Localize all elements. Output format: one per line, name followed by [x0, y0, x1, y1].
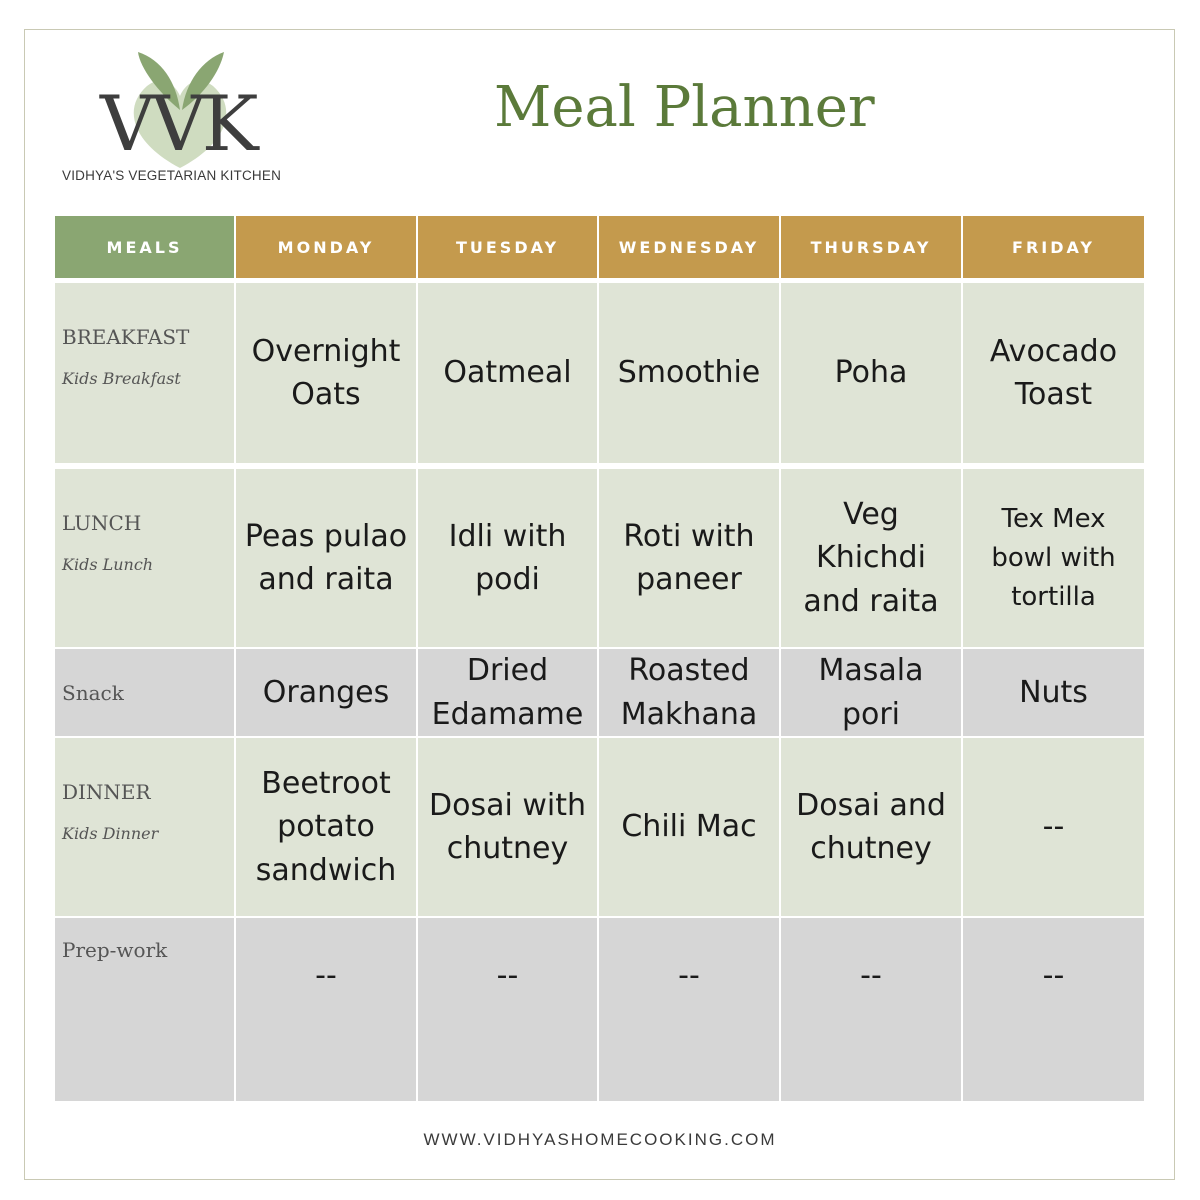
meal-cell: Peas pulao and raita [236, 469, 416, 647]
meal-cell: -- [236, 918, 416, 1101]
header-day: TUESDAY [418, 216, 597, 278]
meal-cell: Overnight Oats [236, 283, 416, 463]
meal-table [55, 216, 1144, 1101]
header-day: MONDAY [236, 216, 416, 278]
logo-subtitle: VIDHYA'S VEGETARIAN KITCHEN [62, 168, 282, 183]
meal-cell: Oranges [236, 649, 416, 736]
header-day: WEDNESDAY [599, 216, 779, 278]
meal-cell: Roti with paneer [599, 469, 779, 647]
meal-cell: Veg Khichdi and raita [781, 469, 961, 647]
meal-cell: Dosai and chutney [781, 738, 961, 916]
meal-cell: Poha [781, 283, 961, 463]
row-label-main: Snack [62, 681, 124, 705]
row-label-sub: Kids Breakfast [62, 369, 181, 388]
header-day: THURSDAY [781, 216, 961, 278]
row-label [55, 918, 234, 1101]
page-title: Meal Planner [494, 75, 875, 140]
row-label-main: BREAKFAST [62, 325, 190, 349]
header-meals: MEALS [55, 216, 234, 278]
meal-cell: -- [963, 738, 1144, 916]
row-label-main: Prep-work [62, 938, 168, 962]
meal-cell: Nuts [963, 649, 1144, 736]
header-day: FRIDAY [963, 216, 1144, 278]
row-label [55, 469, 234, 647]
meal-cell: Dried Edamame [418, 649, 597, 736]
row-label-sub: Kids Dinner [62, 824, 159, 843]
row-label-main: DINNER [62, 780, 151, 804]
row-label-main: LUNCH [62, 511, 142, 535]
meal-cell: -- [963, 918, 1144, 1101]
row-label [55, 738, 234, 916]
meal-cell: -- [781, 918, 961, 1101]
vvk-logo [62, 48, 302, 188]
meal-cell: Roasted Makhana [599, 649, 779, 736]
meal-cell: Avocado Toast [963, 283, 1144, 463]
meal-cell: -- [418, 918, 597, 1101]
meal-cell: Idli with podi [418, 469, 597, 647]
meal-cell: Chili Mac [599, 738, 779, 916]
row-label-sub: Kids Lunch [62, 555, 154, 574]
meal-cell: -- [599, 918, 779, 1101]
meal-cell: Masala pori [781, 649, 961, 736]
footer-url: WWW.VIDHYASHOMECOOKING.COM [423, 1130, 777, 1149]
meal-cell: Dosai with chutney [418, 738, 597, 916]
row-label [55, 283, 234, 463]
meal-cell: Oatmeal [418, 283, 597, 463]
row-label [55, 649, 234, 736]
meal-cell: Beetroot potato sandwich [236, 738, 416, 916]
meal-cell: Smoothie [599, 283, 779, 463]
logo-initials: VVK [100, 79, 255, 168]
meal-cell: Tex Mex bowl with tortilla [963, 469, 1144, 647]
